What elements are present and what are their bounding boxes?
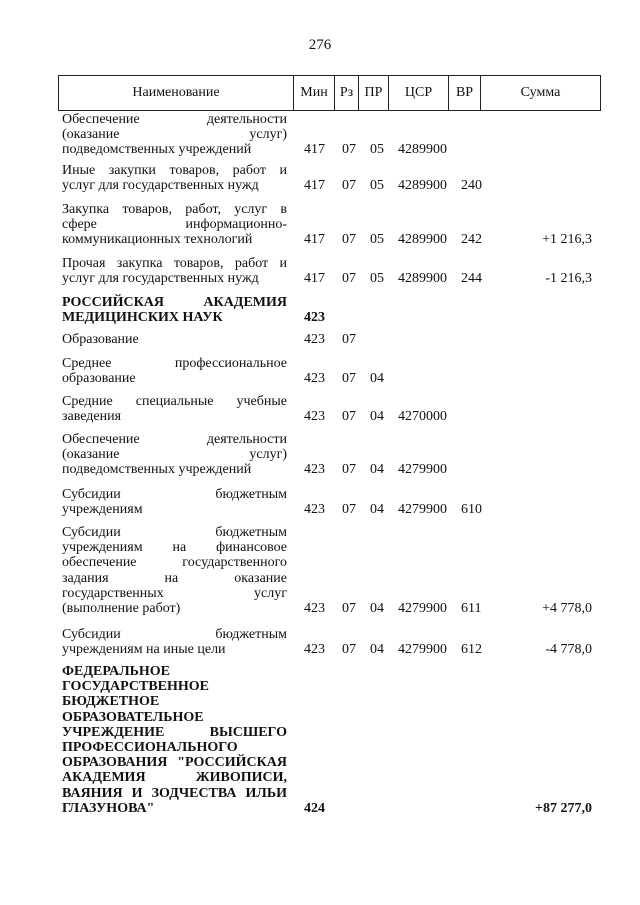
- row-name-line: ОБРАЗОВАТЕЛЬНОЕ: [62, 709, 204, 725]
- row-name-line: задания на оказание: [62, 570, 287, 586]
- table-row: [0, 112, 640, 158]
- cell-min: 423: [304, 462, 325, 478]
- page-number: 276: [308, 37, 332, 53]
- row-name-line: УЧРЕЖДЕНИЕ ВЫСШЕГО: [62, 724, 287, 740]
- cell-csr: 4270000: [398, 409, 447, 425]
- cell-csr: 4279900: [398, 600, 447, 616]
- cell-csr: 4279900: [398, 642, 447, 658]
- cell-min: 423: [304, 502, 325, 518]
- cell-vr: 242: [461, 232, 482, 248]
- row-name-line: МЕДИЦИНСКИХ НАУК: [62, 310, 223, 326]
- cell-pr: 04: [370, 600, 384, 616]
- row-name-line: образование: [62, 371, 136, 387]
- cell-vr: 610: [461, 502, 482, 518]
- table-row: [0, 394, 640, 424]
- cell-pr: 04: [370, 462, 384, 478]
- cell-rz: 07: [342, 178, 356, 194]
- cell-csr: 4279900: [398, 502, 447, 518]
- row-name-line: коммуникационных технологий: [62, 232, 253, 248]
- table-row: [0, 356, 640, 386]
- row-name-line: ОБРАЗОВАНИЯ "РОССИЙСКАЯ: [62, 755, 287, 771]
- row-name-line: услуг для государственных нужд: [62, 178, 259, 194]
- cell-pr: 04: [370, 502, 384, 518]
- row-name-line: ПРОФЕССИОНАЛЬНОГО: [62, 740, 238, 756]
- cell-rz: 07: [342, 462, 356, 478]
- row-name-line: сфере информационно-: [62, 217, 287, 233]
- row-name-line: Прочая закупка товаров, работ и: [62, 256, 287, 271]
- cell-sum: -4 778,0: [545, 642, 592, 658]
- row-name-line: учреждениям на финансовое: [62, 540, 287, 556]
- table-row: [0, 332, 640, 347]
- cell-rz: 07: [342, 502, 356, 518]
- row-name-line: БЮДЖЕТНОЕ: [62, 694, 160, 710]
- cell-min: 417: [304, 142, 325, 158]
- row-name: [62, 163, 287, 193]
- row-name: [62, 664, 287, 816]
- row-name: [62, 112, 287, 158]
- cell-min: 424: [304, 800, 325, 816]
- header-csr: ЦСР: [389, 76, 449, 110]
- row-name-line: Средние специальные учебные: [62, 394, 287, 409]
- row-name-line: Обеспечение деятельности: [62, 112, 287, 127]
- cell-min: 417: [304, 271, 325, 287]
- row-name-line: государственных услуг: [62, 585, 287, 601]
- row-name-line: ВАЯНИЯ И ЗОДЧЕСТВА ИЛЬИ: [62, 785, 287, 801]
- cell-rz: 07: [342, 232, 356, 248]
- header-min: Мин: [294, 76, 335, 110]
- cell-sum: +4 778,0: [542, 600, 592, 616]
- table-row: [0, 664, 640, 816]
- row-name-line: ГЛАЗУНОВА": [62, 800, 155, 816]
- row-name-line: подведомственных учреждений: [62, 142, 252, 158]
- cell-min: 417: [304, 232, 325, 248]
- row-name: [62, 356, 287, 386]
- row-name-line: подведомственных учреждений: [62, 462, 252, 478]
- cell-pr: 04: [370, 642, 384, 658]
- row-name-line: РОССИЙСКАЯ АКАДЕМИЯ: [62, 295, 287, 310]
- header-sum: Сумма: [520, 85, 561, 100]
- header-rz: Рз: [335, 76, 359, 110]
- row-name-line: Субсидии бюджетным: [62, 627, 287, 642]
- row-name-line: (выполнение работ): [62, 601, 181, 617]
- cell-pr: 05: [370, 232, 384, 248]
- cell-rz: 07: [342, 271, 356, 287]
- row-name-line: Иные закупки товаров, работ и: [62, 163, 287, 178]
- cell-min: 423: [304, 371, 325, 387]
- row-name: [62, 432, 287, 478]
- row-name-line: заведения: [62, 409, 122, 425]
- table-row: [0, 202, 640, 248]
- cell-csr: 4289900: [398, 178, 447, 194]
- cell-pr: 05: [370, 178, 384, 194]
- row-name-line: Образование: [62, 332, 139, 347]
- header-name: Наименование: [59, 76, 294, 110]
- row-name-line: Субсидии бюджетным: [62, 487, 287, 502]
- table-row: [0, 432, 640, 478]
- table-row: [0, 163, 640, 193]
- cell-rz: 07: [342, 600, 356, 616]
- row-name: [62, 487, 287, 517]
- cell-min: 423: [304, 331, 325, 347]
- cell-vr: 244: [461, 271, 482, 287]
- cell-min: 423: [304, 642, 325, 658]
- row-name: [62, 394, 287, 424]
- cell-csr: 4289900: [398, 142, 447, 158]
- table-row: [0, 627, 640, 657]
- row-name: [62, 256, 287, 286]
- cell-min: 417: [304, 178, 325, 194]
- row-name-line: Закупка товаров, работ, услуг в: [62, 202, 287, 217]
- table-row: [0, 295, 640, 325]
- row-name-line: (оказание услуг): [62, 127, 287, 143]
- cell-rz: 07: [342, 142, 356, 158]
- cell-pr: 05: [370, 271, 384, 287]
- row-name: [62, 332, 287, 347]
- row-name: [62, 525, 287, 616]
- cell-csr: 4279900: [398, 462, 447, 478]
- row-name-line: (оказание услуг): [62, 447, 287, 463]
- row-name: [62, 295, 287, 325]
- cell-rz: 07: [342, 331, 356, 347]
- row-name-line: ФЕДЕРАЛЬНОЕ: [62, 664, 171, 679]
- row-name-line: услуг для государственных нужд: [62, 271, 259, 287]
- cell-sum: -1 216,3: [545, 271, 592, 287]
- row-name-line: обеспечение государственного: [62, 555, 287, 571]
- cell-csr: 4289900: [398, 232, 447, 248]
- cell-min: 423: [304, 409, 325, 425]
- table-row: [0, 256, 640, 286]
- table-header: [58, 75, 601, 111]
- cell-rz: 07: [342, 642, 356, 658]
- cell-vr: 240: [461, 178, 482, 194]
- table-row: [0, 525, 640, 616]
- row-name: [62, 202, 287, 248]
- header-pr: ПР: [359, 76, 389, 110]
- row-name-line: Субсидии бюджетным: [62, 525, 287, 540]
- cell-sum: +1 216,3: [542, 232, 592, 248]
- cell-min: 423: [304, 310, 325, 326]
- cell-pr: 04: [370, 371, 384, 387]
- header-vr: ВР: [449, 76, 481, 110]
- row-name: [62, 627, 287, 657]
- cell-pr: 05: [370, 142, 384, 158]
- cell-rz: 07: [342, 409, 356, 425]
- row-name-line: Обеспечение деятельности: [62, 432, 287, 447]
- cell-csr: 4289900: [398, 271, 447, 287]
- cell-min: 423: [304, 600, 325, 616]
- row-name-line: учреждениям на иные цели: [62, 642, 226, 658]
- table-row: [0, 487, 640, 517]
- cell-vr: 611: [461, 600, 482, 616]
- cell-rz: 07: [342, 371, 356, 387]
- row-name-line: АКАДЕМИЯ ЖИВОПИСИ,: [62, 770, 287, 786]
- row-name-line: ГОСУДАРСТВЕННОЕ: [62, 679, 209, 695]
- cell-pr: 04: [370, 409, 384, 425]
- row-name-line: учреждениям: [62, 502, 143, 518]
- cell-vr: 612: [461, 642, 482, 658]
- cell-sum: +87 277,0: [535, 800, 592, 816]
- row-name-line: Среднее профессиональное: [62, 356, 287, 371]
